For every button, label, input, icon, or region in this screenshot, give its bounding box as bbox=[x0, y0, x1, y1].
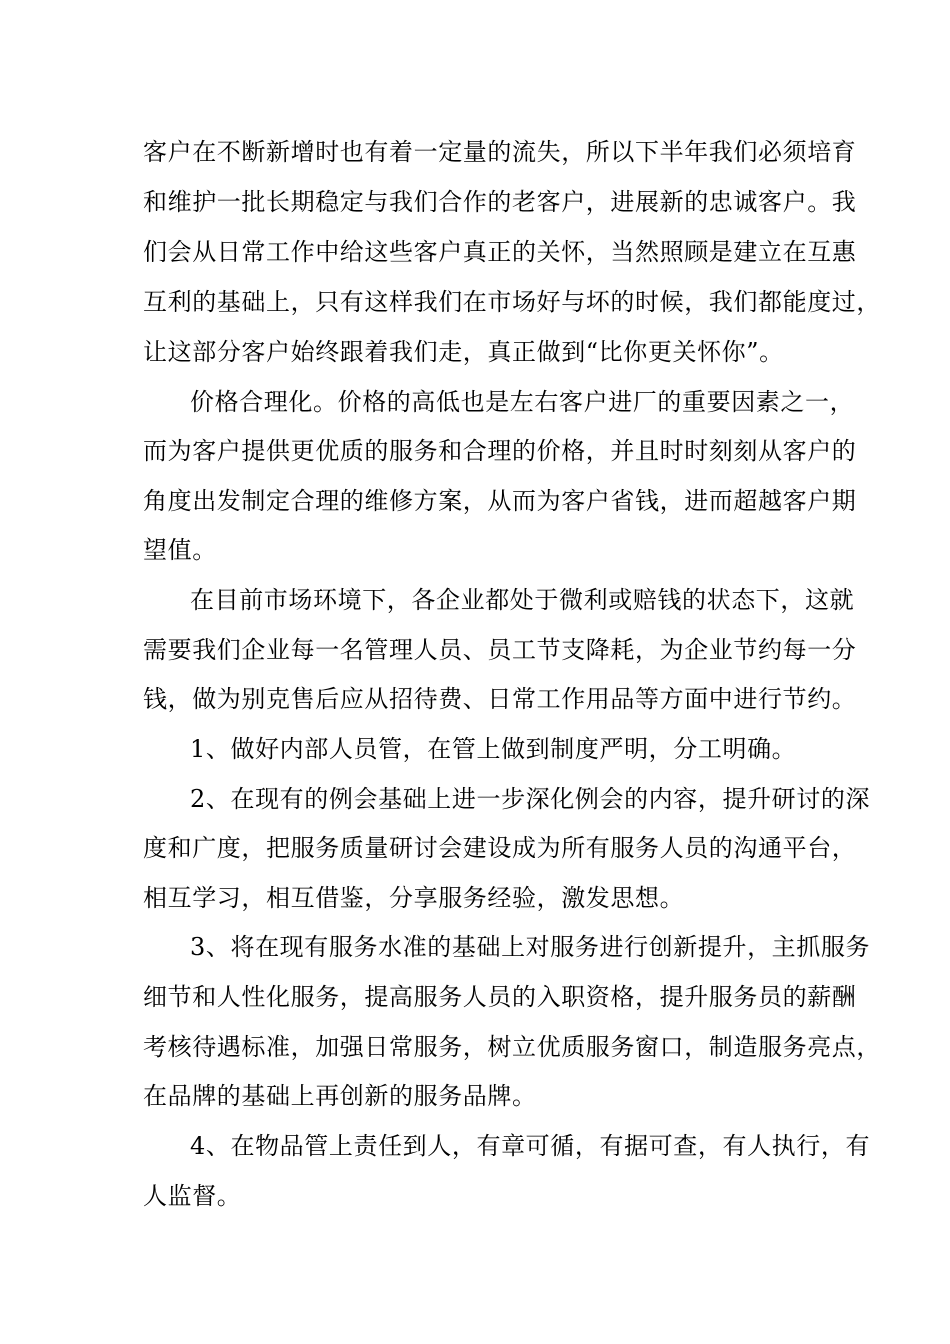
text-line: 细节和人性化服务，提高服务人员的入职资格，提升服务员的薪酬 bbox=[143, 983, 857, 1011]
text-line: 让这部分客户始终跟着我们走，真正做到“比你更关怀你”。 bbox=[143, 338, 784, 366]
text-line: 4、在物品管上责任到人，有章可循，有据可查，有人执行，有 bbox=[190, 1132, 871, 1160]
text-line: 人监督。 bbox=[143, 1182, 242, 1210]
text-line: 考核待遇标准，加强日常服务，树立优质服务窗口，制造服务亮点， bbox=[143, 1033, 881, 1061]
text-line: 而为客户提供更优质的服务和合理的价格，并且时时刻刻从客户的 bbox=[143, 437, 857, 465]
text-line: 和维护一批长期稳定与我们合作的老客户，进展新的忠诚客户。我 bbox=[143, 188, 857, 216]
text-line: 角度出发制定合理的维修方案，从而为客户省钱，进而超越客户期 bbox=[143, 487, 857, 515]
text-line: 在目前市场环境下，各企业都处于微利或赔钱的状态下，这就 bbox=[190, 586, 855, 614]
text-line: 客户在不断新增时也有着一定量的流失，所以下半年我们必须培育 bbox=[143, 138, 857, 166]
text-line: 价格合理化。价格的高低也是左右客户进厂的重要因素之一， bbox=[190, 388, 855, 416]
text-line: 互利的基础上，只有这样我们在市场好与坏的时候，我们都能度过， bbox=[143, 288, 881, 316]
text-line: 们会从日常工作中给这些客户真正的关怀，当然照顾是建立在互惠 bbox=[143, 238, 857, 266]
text-line: 度和广度，把服务质量研讨会建设成为所有服务人员的沟通平台， bbox=[143, 834, 857, 862]
text-line: 1、做好内部人员管，在管上做到制度严明，分工明确。 bbox=[190, 735, 797, 763]
text-line: 2、在现有的例会基础上进一步深化例会的内容，提升研讨的深 bbox=[190, 785, 871, 813]
text-line: 需要我们企业每一名管理人员、员工节支降耗，为企业节约每一分 bbox=[143, 636, 857, 664]
text-line: 3、将在现有服务水准的基础上对服务进行创新提升，主抓服务 bbox=[190, 933, 871, 961]
text-line: 在品牌的基础上再创新的服务品牌。 bbox=[143, 1082, 537, 1110]
text-line: 钱，做为别克售后应从招待费、日常工作用品等方面中进行节约。 bbox=[143, 685, 857, 713]
text-line: 相互学习，相互借鉴，分享服务经验，激发思想。 bbox=[143, 884, 685, 912]
text-line: 望值。 bbox=[143, 536, 217, 564]
